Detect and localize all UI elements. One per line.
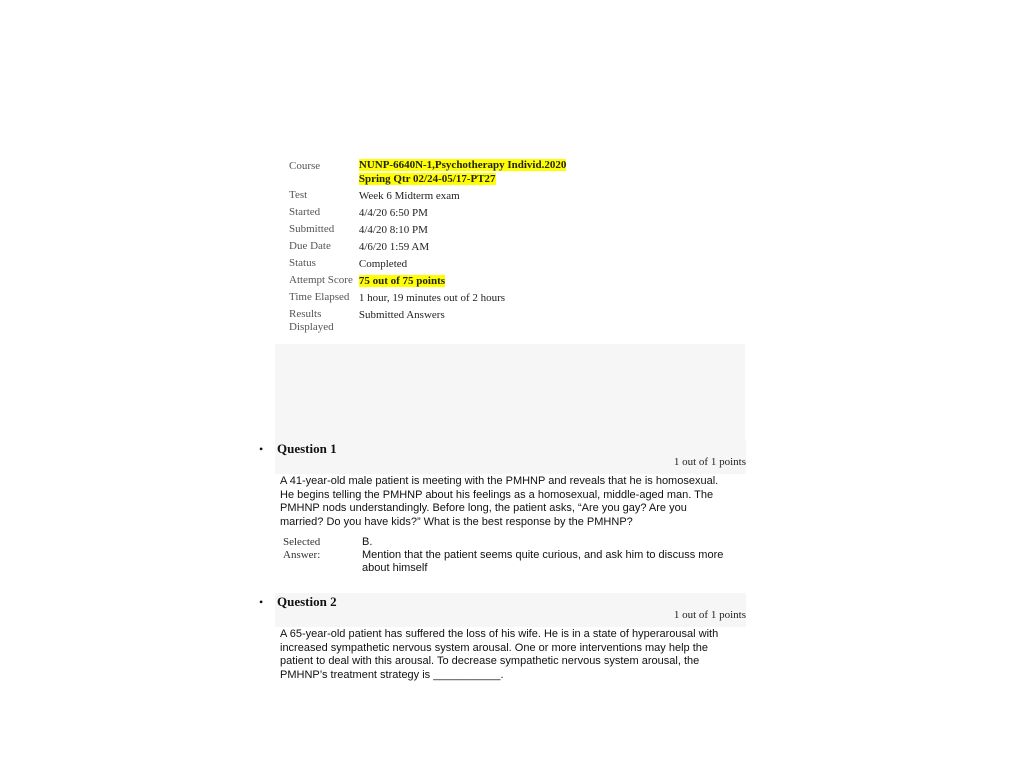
test-label: Test [289,189,308,201]
answer-text: Mention that the patient seems quite curious, and ask him to discuss more about himself [362,549,724,574]
due-date-label: Due Date [289,240,331,252]
summary-row-due-date [286,238,569,255]
status-value: Completed [358,258,408,270]
results-displayed-value: Submitted Answers [358,309,445,321]
status-label: Status [289,257,316,269]
question-2 [255,593,746,682]
time-elapsed-value: 1 hour, 19 minutes out of 2 hours [358,292,506,304]
attempt-score-value: 75 out of 75 points [358,275,446,287]
submitted-value: 4/4/20 8:10 PM [358,224,428,236]
summary-row-started [286,204,569,221]
summary-row-course [286,158,569,187]
bullet-icon: • [259,595,264,609]
question-1-points: 1 out of 1 points [673,456,746,468]
summary-row-attempt-score [286,272,569,289]
submitted-label: Submitted [289,223,335,235]
results-displayed-label: Results Displayed [289,308,334,333]
course-title-line2: Spring Qtr 02/24-05/17-PT27 [358,173,496,185]
due-date-value: 4/6/20 1:59 AM [358,241,430,253]
question-1-header [259,440,746,474]
question-2-points: 1 out of 1 points [673,609,746,621]
summary-row-time-elapsed [286,289,569,306]
summary-row-results-displayed [286,306,569,336]
selected-answer-value [362,536,732,575]
question-1-title: Question 1 [277,441,337,456]
selected-answer-label: Selected Answer: [283,536,321,561]
attempt-summary-table [286,158,569,336]
attempt-score-label: Attempt Score [289,274,353,286]
question-2-text: A 65-year-old patient has suffered the loss of his wife. He is in a state of hyperarousal with increased sympathetic nervous system arousal. One or more interventions may help the patient to deal with this arousal. To decrease sympathetic nervous system arousal, the PMHNP’s treatment strategy is ___________. [280,628,719,681]
bullet-icon: • [259,442,264,456]
course-title [356,158,569,187]
started-label: Started [289,206,321,218]
question-1-selected-answer [283,536,746,575]
course-label: Course [289,160,321,172]
test-value: Week 6 Midterm exam [358,190,460,202]
time-elapsed-label: Time Elapsed [289,291,350,303]
course-title-line1: NUNP-6640N-1,Psychotherapy Individ.2020 [358,159,567,171]
summary-row-submitted [286,221,569,238]
summary-row-status [286,255,569,272]
answer-letter: B. [362,536,373,548]
question-2-header [259,593,746,627]
question-1-text: A 41-year-old male patient is meeting with the PMHNP and reveals that he is homosexual. He begins telling the PMHNP about his feelings as a homosexual, middle-aged man. The PMHNP nods understandingly. Before long, the patient asks, “Are you gay? Are you married? Do you have kids?” What is the best response by the PMHNP? [280,475,719,528]
summary-row-test [286,187,569,204]
blank-panel [275,344,745,442]
question-2-title: Question 2 [277,594,337,609]
started-value: 4/4/20 6:50 PM [358,207,428,219]
question-1 [255,440,746,575]
